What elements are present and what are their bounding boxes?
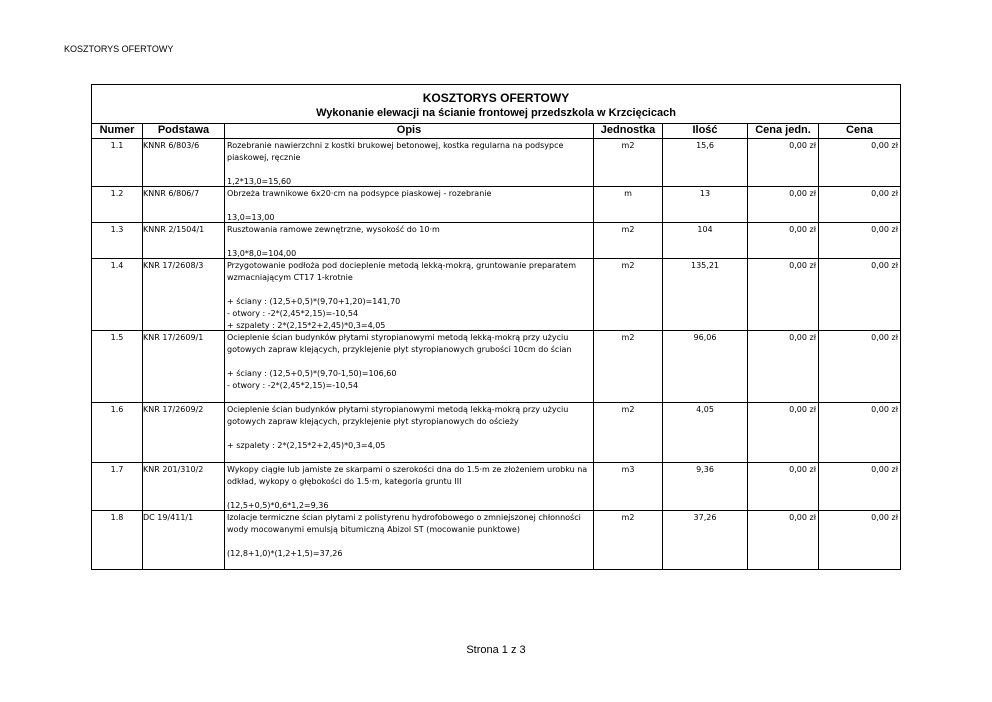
item-measurements (227, 296, 592, 330)
table-title: KOSZTORYS OFERTOWY (422, 91, 570, 105)
item-unit: m3 (621, 465, 635, 474)
row-divider (92, 510, 900, 511)
page-number: Strona 1 z 3 (466, 644, 526, 656)
table-row (92, 510, 900, 570)
table-row (92, 186, 900, 222)
item-basis: KNR 17/2608/3 (143, 261, 204, 270)
item-total: 0,00 zł (871, 225, 898, 234)
measurement-line: 13,0*8,0=104,00 (227, 249, 297, 258)
item-description (227, 512, 592, 560)
item-unit: m2 (621, 141, 635, 150)
measurement-line: (12,8+1,0)*(1,2+1,5)=37,26 (227, 549, 343, 558)
item-number: 1.5 (110, 333, 124, 342)
measurement-line: + szpalety : 2*(2,15*2+2,45)*0,3=4,05 (227, 441, 386, 450)
table-row (92, 330, 900, 402)
row-divider (92, 462, 900, 463)
measurement-line: 13,0=13,00 (227, 213, 275, 222)
table-row (92, 138, 900, 186)
item-unit-price: 0,00 zł (789, 513, 816, 522)
item-measurements (227, 548, 592, 560)
table-subtitle: Wykonanie elewacji na ścianie frontowej przedszkola w Krzcięcicach (316, 107, 676, 119)
item-unit-price: 0,00 zł (789, 189, 816, 198)
item-basis: KNNR 2/1504/1 (143, 225, 205, 234)
item-description-text: Przygotowanie podłoża pod docieplenie metodą lekką-mokrą, gruntowanie preparatem wzmacniającym CT17 1-krotnie (227, 261, 577, 282)
item-unit-price: 0,00 zł (789, 465, 816, 474)
item-unit-price: 0,00 zł (789, 261, 816, 270)
item-total: 0,00 zł (871, 261, 898, 270)
item-description-text: Rusztowania ramowe zewnętrzne, wysokość do 10·m (227, 225, 440, 234)
measurement-line: + ściany : (12,5+0,5)*(9,70+1,20)=141,70 (227, 297, 401, 306)
item-unit: m2 (621, 405, 635, 414)
item-description-text: Rozebranie nawierzchni z kostki brukowej betonowej, kostka regularna na podsypce piaskowej, ręcznie (227, 141, 564, 162)
item-quantity: 104 (697, 225, 713, 234)
item-unit: m2 (621, 225, 635, 234)
item-unit-price: 0,00 zł (789, 141, 816, 150)
measurement-line: (12,5+0,5)*0,6*1,2=9,36 (227, 501, 329, 510)
table-row (92, 222, 900, 258)
item-description (227, 404, 592, 452)
item-quantity: 96,06 (693, 333, 717, 342)
measurement-line: - otwory : -2*(2,45*2,15)=-10,54 (227, 309, 359, 318)
item-quantity: 37,26 (693, 513, 717, 522)
item-basis: KNNR 6/803/6 (143, 141, 200, 150)
item-measurements (227, 368, 592, 392)
item-measurements (227, 440, 592, 452)
item-basis: KNR 17/2609/1 (143, 333, 204, 342)
item-unit-price: 0,00 zł (789, 333, 816, 342)
item-number: 1.7 (110, 465, 124, 474)
item-total: 0,00 zł (871, 141, 898, 150)
column-header-unit: Jednostka (600, 124, 656, 136)
cost-estimate-table (91, 84, 901, 570)
row-divider (92, 222, 900, 223)
item-description-text: Izolacje termiczne ścian płytami z polistyrenu hydrofobowego o zmniejszonej chłonności wody mocowanymi emulsją bitumiczną Abizol ST (mocowanie punktowe) (227, 513, 581, 534)
item-description (227, 260, 592, 330)
item-total: 0,00 zł (871, 513, 898, 522)
item-description (227, 332, 592, 392)
column-header-quantity: Ilość (692, 124, 718, 136)
item-number: 1.8 (110, 513, 124, 522)
item-total: 0,00 zł (871, 189, 898, 198)
item-total: 0,00 zł (871, 465, 898, 474)
item-total: 0,00 zł (871, 405, 898, 414)
item-quantity: 13 (699, 189, 711, 198)
item-unit-price: 0,00 zł (789, 225, 816, 234)
table-title-area (92, 85, 900, 123)
item-number: 1.4 (110, 261, 124, 270)
item-description (227, 464, 592, 510)
table-row (92, 258, 900, 330)
row-divider (92, 186, 900, 187)
measurement-line: + ściany : (12,5+0,5)*(9,70-1,50)=106,60 (227, 369, 397, 378)
column-header-description: Opis (396, 124, 422, 136)
row-divider (92, 402, 900, 403)
column-header-number: Numer (99, 124, 135, 136)
item-unit: m2 (621, 333, 635, 342)
item-description-text: Obrzeża trawnikowe 6x20·cm na podsypce piaskowej - rozebranie (227, 189, 492, 198)
item-total: 0,00 zł (871, 333, 898, 342)
table-row (92, 462, 900, 510)
item-quantity: 9,36 (696, 465, 714, 474)
measurement-line: + szpalety : 2*(2,15*2+2,45)*0,3=4,05 (227, 321, 386, 330)
item-number: 1.3 (110, 225, 124, 234)
item-measurements (227, 212, 592, 222)
item-basis: KNR 201/310/2 (143, 465, 204, 474)
page-header: KOSZTORYS OFERTOWY (64, 44, 174, 54)
item-quantity: 135,21 (691, 261, 719, 270)
item-description-text: Ocieplenie ścian budynków płytami styropianowymi metodą lekką-mokrą przy użyciu gotowych zapraw klejących, przyklejenie płyt styropianowych do ościeży (227, 405, 569, 426)
item-unit: m2 (621, 513, 635, 522)
measurement-line: - otwory : -2*(2,45*2,15)=-10,54 (227, 381, 359, 390)
item-description (227, 188, 592, 222)
item-description-text: Ocieplenie ścian budynków płytami styropianowymi metodą lekką-mokrą przy użyciu gotowych zapraw klejących, przyklejenie płyt styropianowych grubości 10cm do ścian (227, 333, 572, 354)
measurement-line: 1,2*13,0=15,60 (227, 177, 292, 186)
item-quantity: 15,6 (696, 141, 714, 150)
item-basis: KNR 17/2609/2 (143, 405, 204, 414)
item-measurements (227, 176, 592, 186)
table-row (92, 402, 900, 462)
item-number: 1.1 (110, 141, 124, 150)
item-unit: m2 (621, 261, 635, 270)
item-description (227, 224, 592, 258)
item-unit: m (624, 189, 632, 198)
item-basis: DC 19/411/1 (143, 513, 194, 522)
item-measurements (227, 248, 592, 258)
item-number: 1.6 (110, 405, 124, 414)
row-divider (92, 258, 900, 259)
item-unit-price: 0,00 zł (789, 405, 816, 414)
item-number: 1.2 (110, 189, 124, 198)
column-header-unit-price: Cena jedn. (755, 124, 811, 136)
item-quantity: 4,05 (696, 405, 714, 414)
item-basis: KNNR 6/806/7 (143, 189, 200, 198)
item-measurements (227, 500, 592, 510)
column-header-basis: Podstawa (157, 124, 210, 136)
item-description (227, 140, 592, 186)
item-description-text: Wykopy ciągłe lub jamiste ze skarpami o szerokości dna do 1.5·m ze złożeniem urobku na odkład, wykopy o głębokości do 1.5·m, kategoria gruntu III (227, 465, 588, 486)
row-divider (92, 330, 900, 331)
column-header-price: Cena (846, 124, 873, 136)
